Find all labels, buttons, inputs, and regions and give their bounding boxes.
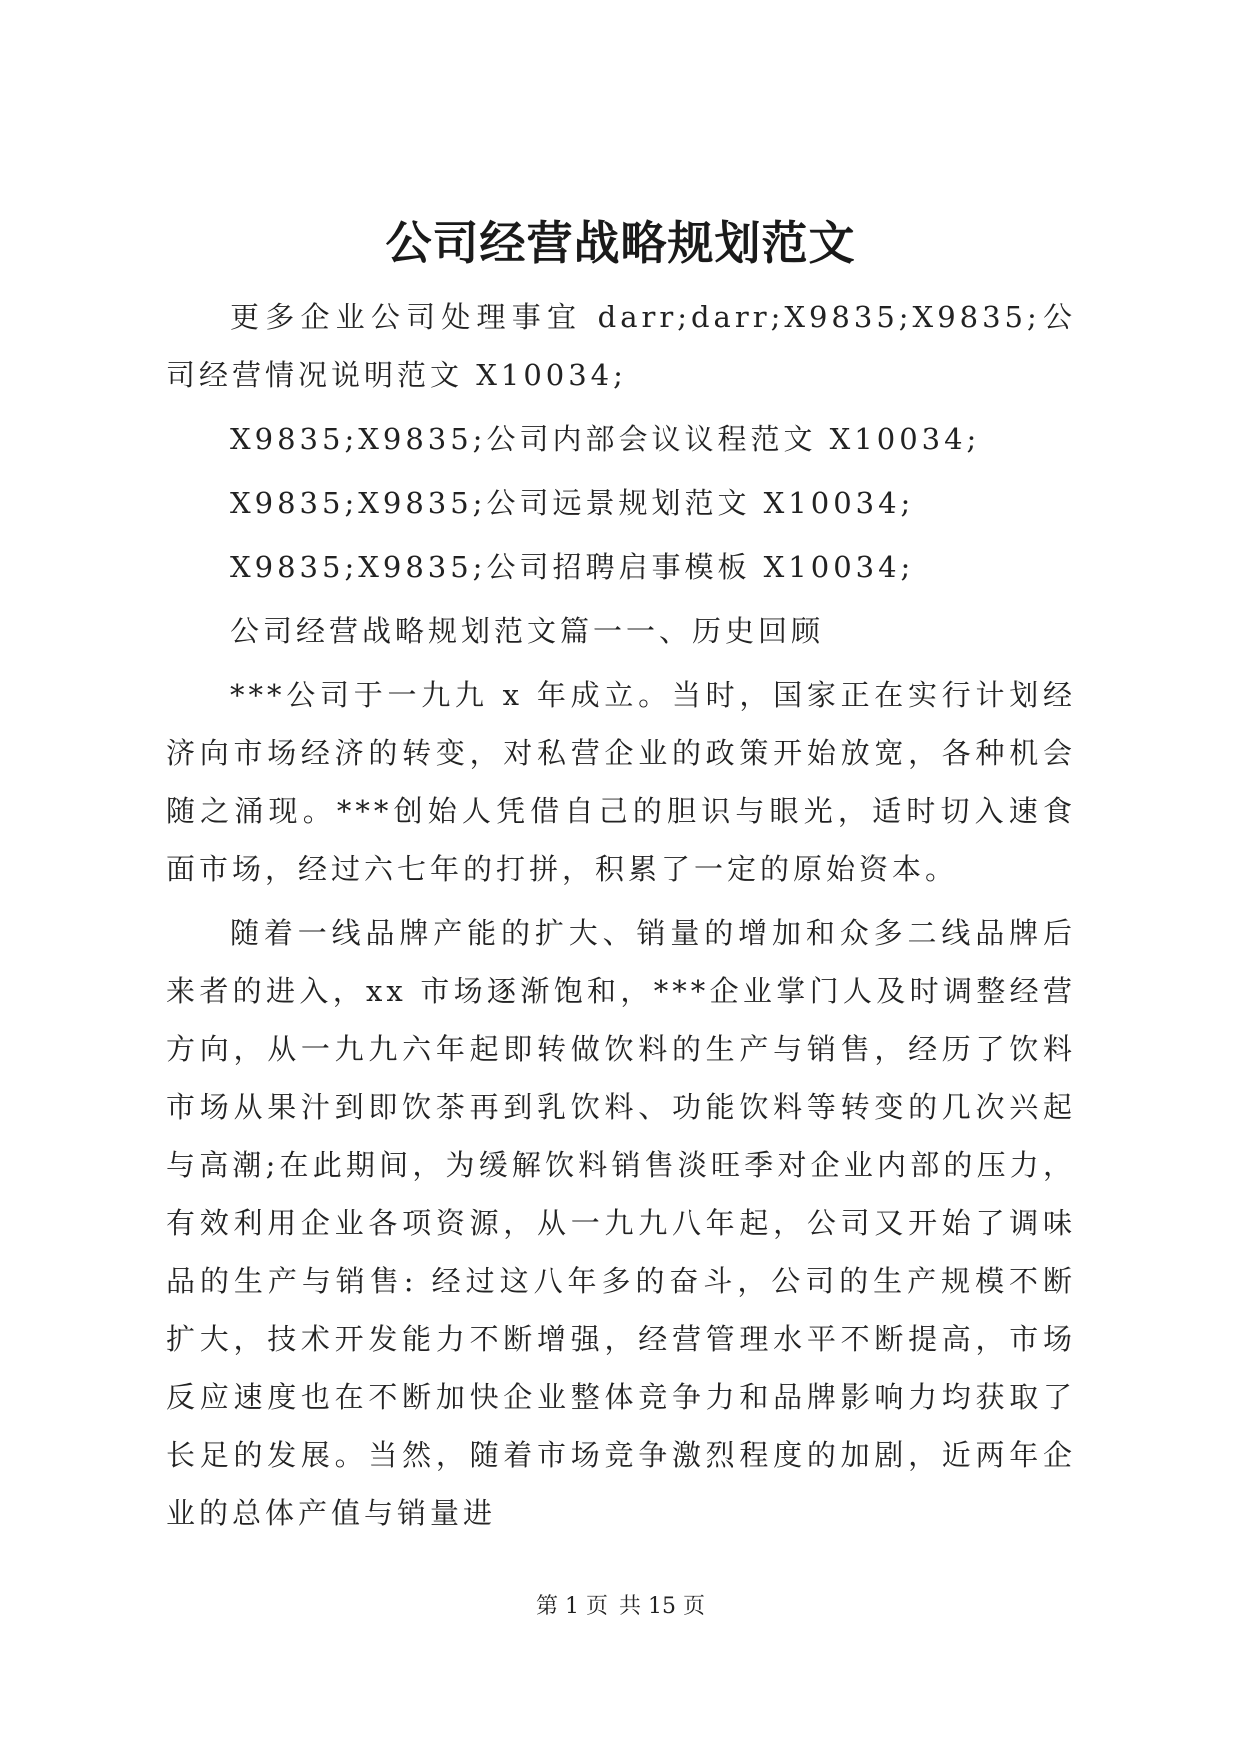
- paragraph: ***公司于一九九 x 年成立。当时，国家正在实行计划经济向市场经济的转变，对私营企业的政策开始放宽，各种机会随之涌现。***创始人凭借自己的胆识与眼光，适时切入速食面市场，经过六七年的打拼，积累了一定的原始资本。: [166, 678, 1076, 886]
- page-total: 共 15 页: [619, 1594, 705, 1619]
- paragraph: 更多企业公司处理事宜 darr;darr;X9835;X9835;公司经营情况说明范文 X10034;: [166, 300, 1076, 392]
- document-title: 公司经营战略规划范文: [385, 216, 856, 270]
- paragraph: X9835;X9835;公司远景规划范文 X10034;: [230, 486, 915, 520]
- paragraph: X9835;X9835;公司招聘启事模板 X10034;: [230, 550, 915, 584]
- page-number: 第 1 页: [536, 1594, 608, 1619]
- page-footer: [0, 1592, 1241, 1622]
- section-heading: 公司经营战略规划范文篇一一、历史回顾: [230, 614, 825, 648]
- paragraph: 随着一线品牌产能的扩大、销量的增加和众多二线品牌后来者的进入，xx 市场逐渐饱和，***企业掌门人及时调整经营方向，从一九九六年起即转做饮料的生产与销售，经历了饮料市场从果汁到即饮茶再到乳饮料、功能饮料等转变的几次兴起与高潮;在此期间，为缓解饮料销售淡旺季对企业内部的压力，有效利用企业各项资源，从一九九八年起，公司又开始了调味品的生产与销售: 经过这八年多的奋斗，公司的生产规模不断扩大，技术开发能力不断增强，经营管理水平不断提高，市场反应速度也在不断加快企业整体竞争力和品牌影响力均获取了长足的发展。当然，随着市场竞争激烈程度的加剧，近两年企业的总体产值与销量进: [166, 916, 1076, 1530]
- document-body: [166, 288, 1076, 1548]
- paragraph: X9835;X9835;公司内部会议议程范文 X10034;: [230, 422, 981, 456]
